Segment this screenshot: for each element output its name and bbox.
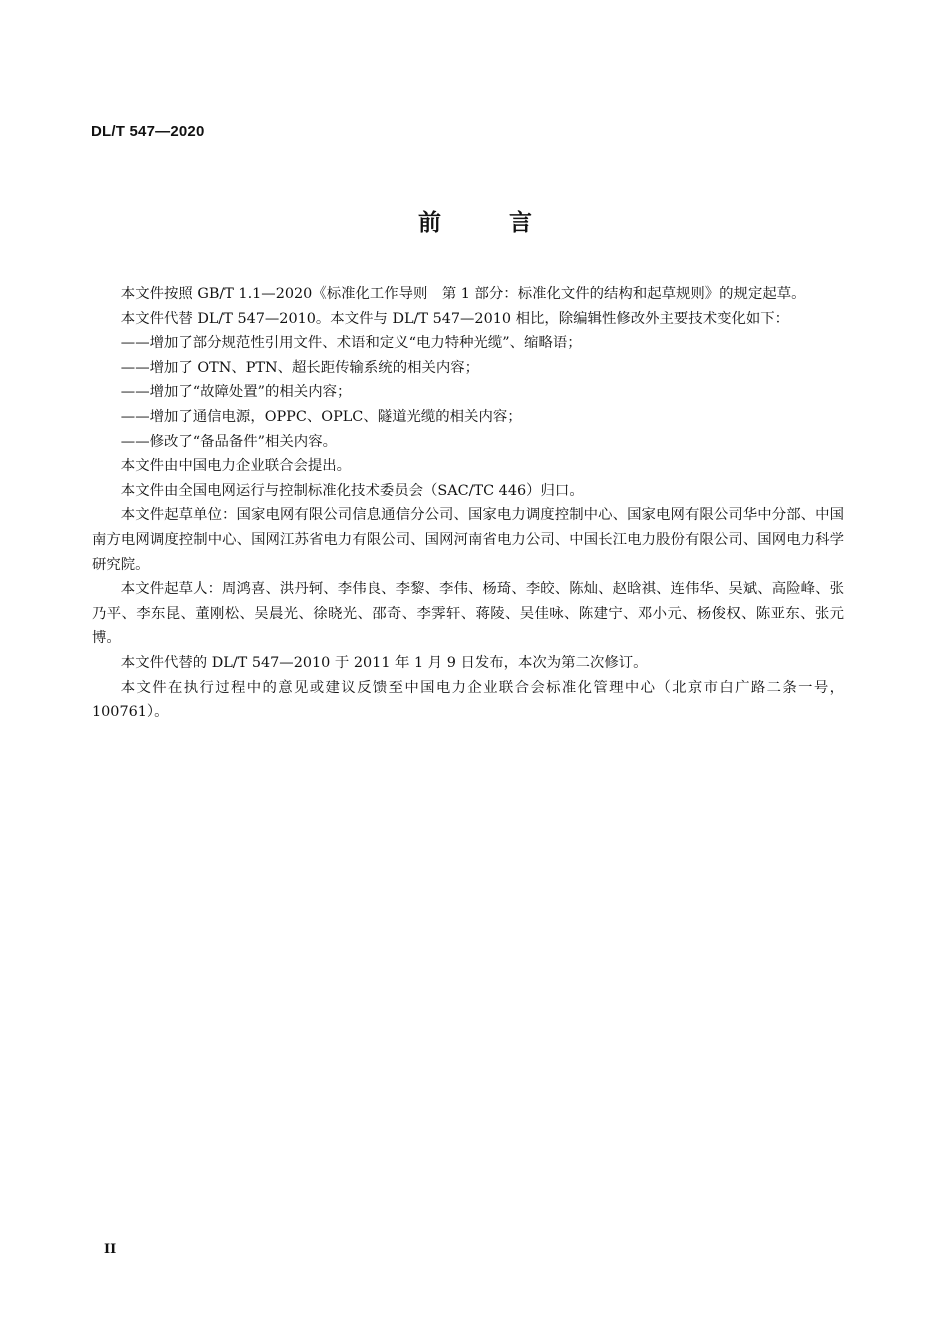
paragraph-drafters: 本文件起草人：周鸿喜、洪丹轲、李伟良、李黎、李伟、杨琦、李皎、陈灿、赵晗祺、连伟华、吴斌、高险峰、张乃平、李东昆、董刚松、吴晨光、徐晓光、邵奇、李霁轩、蒋陵、吴佳咏、陈建宁、邓小元、杨俊权、陈亚东、张元博。 [92, 581, 844, 647]
paragraph-history: 本文件代替的 DL/T 547—2010 于 2011 年 1 月 9 日发布，本次为第二次修订。 [120, 654, 648, 671]
document-code: DL/T 547—2020 [91, 123, 205, 140]
change-item-1: ——增加了部分规范性引用文件、术语和定义“电力特种光缆”、缩略语； [120, 335, 582, 352]
change-item-3: ——增加了“故障处置”的相关内容； [120, 384, 352, 401]
title-char-2: 言 [509, 209, 532, 236]
change-item-2: ——增加了 OTN、PTN、超长距传输系统的相关内容； [120, 359, 480, 376]
paragraph-feedback: 本文件在执行过程中的意见或建议反馈至中国电力企业联合会标准化管理中心（北京市白广路二条一号，100761）。 [92, 679, 844, 721]
paragraph-proposer: 本文件由中国电力企业联合会提出。 [120, 458, 352, 475]
paragraph-committee: 本文件由全国电网运行与控制标准化技术委员会（SAC/TC 446）归口。 [120, 482, 584, 499]
paragraph-drafting-basis: 本文件按照 GB/T 1.1—2020《标准化工作导则 第 1 部分：标准化文件的结构和起草规则》的规定起草。 [120, 286, 806, 302]
foreword-body [92, 282, 844, 725]
paragraph-drafting-units: 本文件起草单位：国家电网有限公司信息通信分公司、国家电力调度控制中心、国家电网有限公司华中分部、中国南方电网调度控制中心、国网江苏省电力有限公司、国网河南省电力公司、中国长江电力股份有限公司、国网电力科学研究院。 [92, 507, 844, 573]
page-number: II [104, 1242, 117, 1257]
paragraph-replacement: 本文件代替 DL/T 547—2010。本文件与 DL/T 547—2010 相比，除编辑性修改外主要技术变化如下： [120, 310, 790, 327]
page-title [0, 204, 950, 237]
change-item-4: ——增加了通信电源，OPPC、OPLC、隧道光缆的相关内容； [120, 408, 522, 425]
change-item-5: ——修改了“备品备件”相关内容。 [120, 433, 337, 450]
title-char-1: 前 [418, 209, 441, 236]
